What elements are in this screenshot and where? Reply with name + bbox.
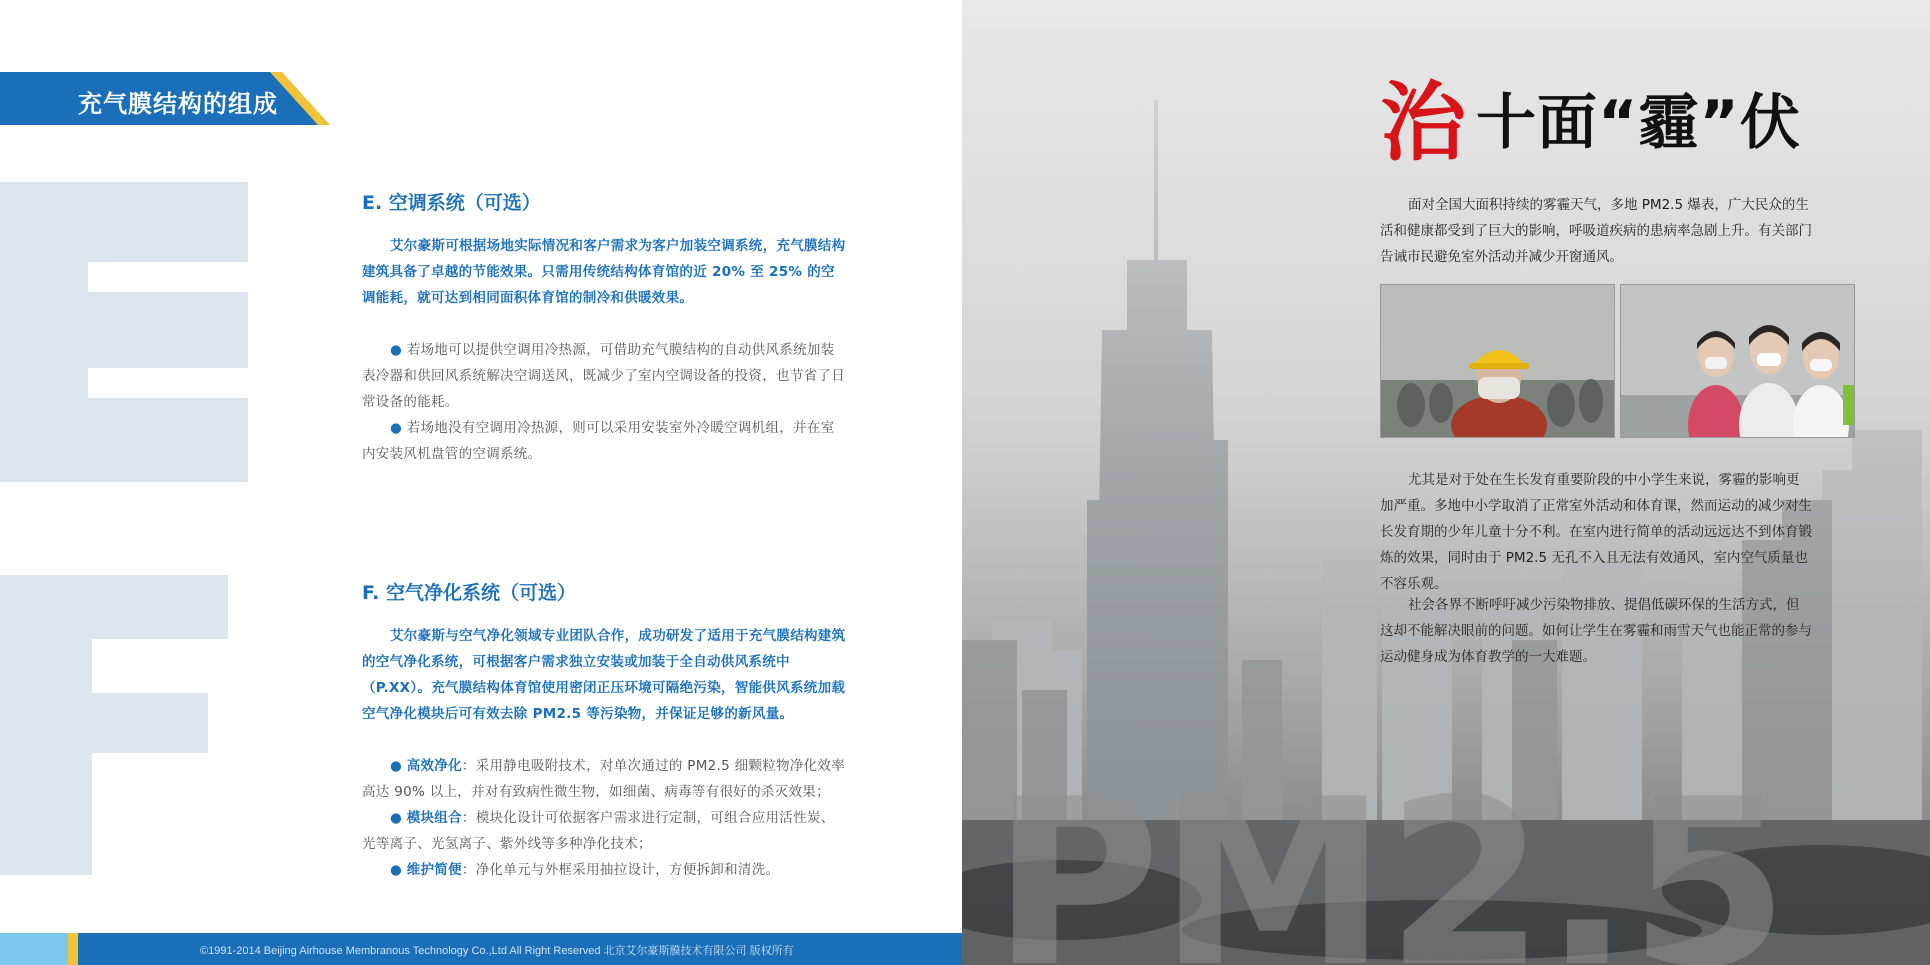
bullet-text: 若场地可以提供空调用冷热源，可借助充气膜结构的自动供风系统加装表冷器和供回风系统解决空调送风，既减少了室内空调设备的投资，也节省了日常设备的能耗。 — [362, 342, 845, 410]
section-air-conditioning — [362, 188, 848, 467]
section-e-bullet-2 — [362, 415, 848, 467]
big-letter-e — [0, 182, 250, 482]
section-air-purification — [362, 578, 848, 883]
bullet-text: ：采用静电吸附技术，对单次通过的 PM2.5 细颗粒物净化效率高达 90% 以上，并对有致病性微生物，如细菌、病毒等有很好的杀灭效果； — [362, 758, 846, 800]
footer-accent-yellow — [68, 933, 78, 965]
letter-f-shape — [0, 575, 230, 875]
bullet-text: ：模块化设计可依据客户需求进行定制，可组合应用活性炭、光等离子、光氢离子、紫外线等多种净化技术； — [362, 810, 835, 852]
banner-title: 充气膜结构的组成 — [78, 90, 278, 118]
section-e-title: E. 空调系统（可选） — [362, 192, 541, 214]
bullet-dot-icon: ● — [390, 420, 403, 436]
copyright-text: ©1991-2014 Beijing Airhouse Membranous Technology Co.,Ltd All Right Reserved 北京艾尔豪斯膜技术有限公司 版权所有 — [200, 945, 794, 957]
section-e-intro: 艾尔豪斯可根据场地实际情况和客户需求为客户加装空调系统，充气膜结构建筑具备了卓越的节能效果。只需用传统结构体育馆的近 20% 至 25% 的空调能耗，就可达到相同面积体育馆的制冷和供暖效果。 — [362, 238, 846, 306]
left-page — [0, 0, 962, 965]
headline — [1380, 73, 1801, 173]
bullet-text: 若场地没有空调用冷热源，则可以采用安装室外冷暖空调机组，并在室内安装风机盘管的空调系统。 — [362, 420, 835, 462]
bullet-keyword: 维护简便 — [406, 862, 462, 878]
bullet-dot-icon: ● — [390, 862, 403, 878]
right-paragraph-3: 社会各界不断呼吁减少污染物排放、提倡低碳环保的生活方式，但这却不能解决眼前的问题。如何让学生在雾霾和雨雪天气也能正常的参与运动健身成为体育教学的一大难题。 — [1380, 597, 1812, 665]
headline-black-text: 十面“霾”伏 — [1476, 88, 1801, 158]
footer-accent-light — [0, 933, 68, 965]
section-f-bullet-2 — [362, 805, 848, 857]
pm25-background-text: PM2.5 — [992, 751, 1787, 965]
section-f-intro: 艾尔豪斯与空气净化领域专业团队合作，成功研发了适用于充气膜结构建筑的空气净化系统，可根据客户需求独立安装或加装于全自动供风系统中（P.XX）。充气膜结构体育馆使用密闭正压环境可隔绝污染，智能供风系统加载空气净化模块后可有效去除 PM2.5 等污染物，并保证足够的新风量。 — [362, 628, 846, 722]
right-page — [962, 0, 1930, 965]
right-paragraph-1: 面对全国大面积持续的雾霾天气，多地 PM2.5 爆表，广大民众的生活和健康都受到了巨大的影响，呼吸道疾病的患病率急剧上升。有关部门告诫市民避免室外活动并减少开窗通风。 — [1380, 197, 1812, 265]
headline-red-char: 治 — [1380, 73, 1466, 173]
section-f-title: F. 空气净化系统（可选） — [362, 582, 577, 604]
bullet-keyword: 高效净化 — [406, 758, 462, 774]
page-footer — [0, 933, 962, 965]
letter-e-shape — [0, 182, 250, 482]
big-letter-f — [0, 575, 230, 875]
bullet-dot-icon: ● — [390, 342, 403, 358]
section-f-bullet-1 — [362, 753, 848, 805]
worker-photo-illustration — [1381, 285, 1614, 437]
bullet-dot-icon: ● — [390, 810, 403, 826]
bullet-keyword: 模块组合 — [406, 810, 462, 826]
bullet-dot-icon: ● — [390, 758, 403, 774]
right-paragraph-2: 尤其是对于处在生长发育重要阶段的中小学生来说，雾霾的影响更加严重。多地中小学取消了正常室外活动和体育课，然而运动的减少对生长发育期的少年儿童十分不利。在室内进行简单的活动远远达不到体育锻炼的效果，同时由于 PM2.5 无孔不入且无法有效通风，室内空气质量也不容乐观。 — [1380, 472, 1812, 592]
section-f-bullet-3 — [362, 857, 848, 883]
photo-worker-masked — [1380, 284, 1615, 438]
photo-students-masked — [1620, 284, 1855, 438]
bullet-text: ：净化单元与外框采用抽拉设计，方便拆卸和清洗。 — [461, 862, 780, 878]
students-photo-illustration — [1621, 285, 1854, 437]
section-banner — [0, 72, 330, 125]
section-e-bullet-1 — [362, 337, 848, 415]
